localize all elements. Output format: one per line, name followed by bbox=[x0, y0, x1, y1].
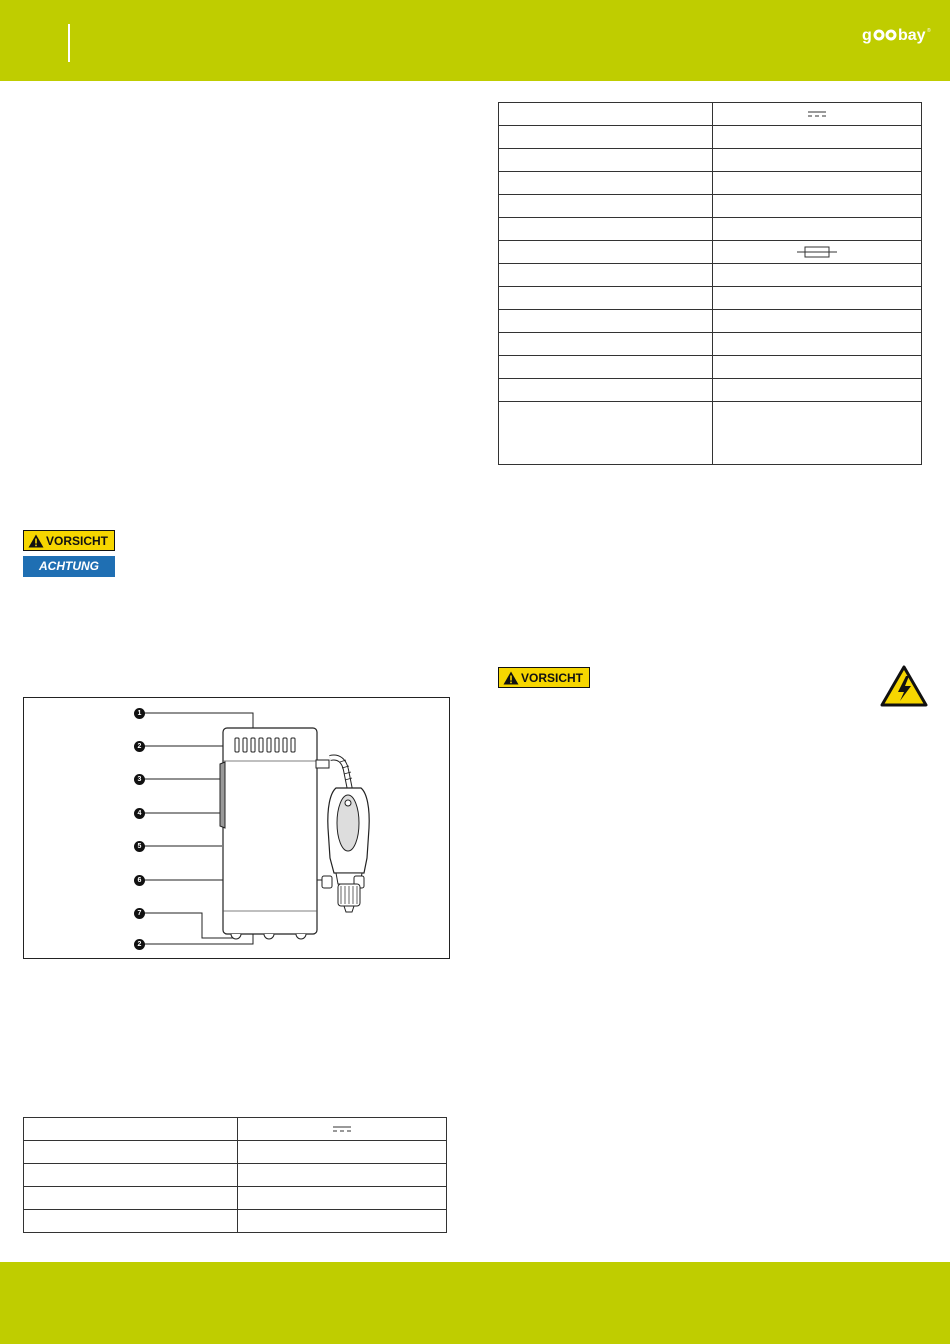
callout-number: 2 bbox=[134, 741, 145, 752]
table-row bbox=[499, 310, 922, 333]
table-cell bbox=[713, 287, 922, 310]
caution-label bbox=[498, 667, 590, 688]
table-cell bbox=[238, 1164, 447, 1187]
table-row bbox=[499, 103, 922, 126]
table-cell bbox=[24, 1210, 238, 1233]
table-cell bbox=[713, 218, 922, 241]
high-voltage-warning-icon bbox=[880, 665, 928, 707]
table-row bbox=[24, 1164, 447, 1187]
table-cell bbox=[713, 172, 922, 195]
table-cell bbox=[499, 149, 713, 172]
table-row bbox=[499, 149, 922, 172]
warning-triangle-icon bbox=[28, 534, 44, 548]
dc-symbol-icon bbox=[333, 1126, 351, 1132]
callout-number: 4 bbox=[134, 808, 145, 819]
table-cell bbox=[24, 1187, 238, 1210]
table-cell bbox=[499, 310, 713, 333]
table-cell bbox=[499, 126, 713, 149]
callout-number: 5 bbox=[134, 841, 145, 852]
table-cell bbox=[713, 264, 922, 287]
spec-table-left bbox=[23, 1117, 447, 1233]
notice-label-text: ACHTUNG bbox=[39, 559, 99, 573]
table-row bbox=[499, 333, 922, 356]
table-row bbox=[499, 126, 922, 149]
fuse-symbol-icon bbox=[797, 246, 837, 258]
spec-table-right bbox=[498, 102, 922, 465]
table-cell bbox=[499, 402, 713, 465]
warning-triangle-icon bbox=[503, 671, 519, 685]
table-row bbox=[499, 241, 922, 264]
table-cell bbox=[713, 356, 922, 379]
table-cell bbox=[238, 1210, 447, 1233]
table-cell bbox=[499, 241, 713, 264]
table-cell bbox=[24, 1141, 238, 1164]
brand-logo bbox=[862, 24, 932, 46]
table-cell bbox=[713, 103, 922, 126]
callout-number: 6 bbox=[134, 875, 145, 886]
table-cell bbox=[238, 1187, 447, 1210]
table-row bbox=[24, 1141, 447, 1164]
table-cell bbox=[713, 379, 922, 402]
table-cell bbox=[499, 379, 713, 402]
table-cell bbox=[713, 310, 922, 333]
svg-text:®: ® bbox=[927, 28, 931, 34]
table-row bbox=[499, 356, 922, 379]
callout-number: 1 bbox=[134, 708, 145, 719]
table-cell bbox=[499, 333, 713, 356]
table-cell bbox=[713, 149, 922, 172]
table-row bbox=[24, 1187, 447, 1210]
table-cell bbox=[24, 1164, 238, 1187]
table-row bbox=[499, 287, 922, 310]
table-cell bbox=[499, 356, 713, 379]
table-row bbox=[499, 402, 922, 465]
table-cell bbox=[499, 287, 713, 310]
table-cell bbox=[499, 218, 713, 241]
header-bar bbox=[0, 0, 950, 81]
callout-number: 2 bbox=[134, 939, 145, 950]
table-cell bbox=[499, 264, 713, 287]
caution-label-text: VORSICHT bbox=[521, 671, 584, 685]
table-cell bbox=[713, 241, 922, 264]
product-drawing bbox=[24, 698, 451, 960]
table-row bbox=[24, 1210, 447, 1233]
table-cell bbox=[24, 1118, 238, 1141]
table-cell bbox=[713, 402, 922, 465]
table-row bbox=[24, 1118, 447, 1141]
caution-label bbox=[23, 530, 115, 551]
table-cell bbox=[499, 172, 713, 195]
table-row bbox=[499, 379, 922, 402]
callout-number: 3 bbox=[134, 774, 145, 785]
table-cell bbox=[499, 103, 713, 126]
table-row bbox=[499, 218, 922, 241]
table-cell bbox=[238, 1141, 447, 1164]
dc-symbol-icon bbox=[808, 111, 826, 117]
table-row bbox=[499, 172, 922, 195]
table-cell bbox=[713, 333, 922, 356]
product-diagram bbox=[23, 697, 450, 959]
footer-bar bbox=[0, 1262, 950, 1344]
table-cell bbox=[713, 195, 922, 218]
callout-number: 7 bbox=[134, 908, 145, 919]
header-divider bbox=[68, 24, 70, 62]
svg-text:bay: bay bbox=[898, 27, 926, 44]
svg-text:g: g bbox=[862, 27, 872, 44]
notice-label bbox=[23, 556, 115, 577]
table-cell bbox=[238, 1118, 447, 1141]
caution-label-text: VORSICHT bbox=[46, 534, 109, 548]
table-cell bbox=[713, 126, 922, 149]
table-row bbox=[499, 264, 922, 287]
table-cell bbox=[499, 195, 713, 218]
table-row bbox=[499, 195, 922, 218]
